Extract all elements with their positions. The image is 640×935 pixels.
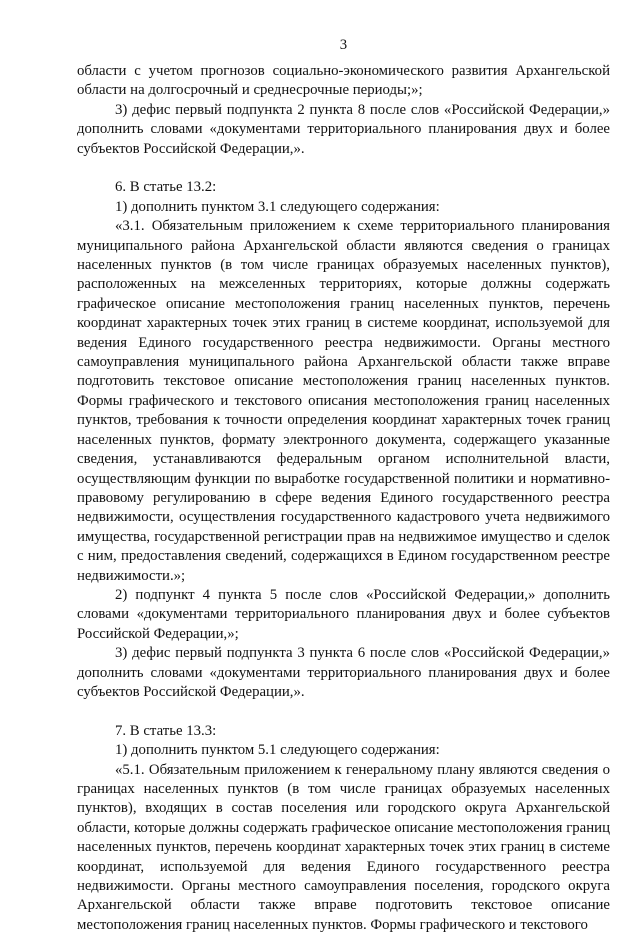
paragraph-gap <box>77 702 610 721</box>
paragraph-quote-3-1: «3.1. Обязательным приложением к схеме территориального планирования муниципального района Архангельской области являются сведения о границах населенных пунктов (в том числе границах образуемых населенных пунктов), расположенных на межселенных территориях, которые должны содержать графическое описание местоположения границ населенных пунктов, перечень координат характерных точек этих границ в системе координат, используемой для ведения Единого государственного реестра недвижимости. Органы местного самоуправления муниципального района Архангельской области также вправе подготовить текстовое описание местоположения границ населенных пунктов. Формы графического и текстового описания местоположения границ населенных пунктов, требования к точности определения координат характерных точек границ населенных пунктов, формату электронного документа, содержащего указанные сведения, устанавливаются федеральным органом исполнительной власти, осуществляющим функции по выработке государственной политики и нормативно-правовому регулированию в сфере ведения Единого государственного реестра недвижимости, осуществления государственного кадастрового учета недвижимого имущества, государственной регистрации прав на недвижимое имущество и сделок с ним, предоставления сведений, содержащихся в Едином государственном реестре недвижимости.»; <box>77 218 610 584</box>
paragraph-item-1-art-13-3: 1) дополнить пунктом 5.1 следующего содержания: <box>115 742 440 759</box>
paragraph-item-3-art-13-2: 3) дефис первый подпункта 3 пункта 6 после слов «Российской Федерации,» дополнить словами «документами территориального планирования двух и более субъектов Российской Федерации,». <box>77 645 610 700</box>
page-number: 3 <box>339 37 348 53</box>
paragraph-quote-5-1: «5.1. Обязательным приложением к генеральному плану являются сведения о границах населенных пунктов (в том числе границах образуемых населенных пунктов), входящих в состав поселения или городского округа Архангельской области, которые должны содержать графическое описание местоположения границ населенных пунктов, перечень координат характерных точек этих границ в системе координат, используемой для ведения Единого государственного реестра недвижимости. Органы местного самоуправления поселения, городского округа Архангельской области также вправе подготовить текстовое описание местоположения границ населенных пунктов. Формы графического и текстового <box>77 761 610 933</box>
document-body <box>77 62 610 935</box>
paragraph-item-3-art-13-1: 3) дефис первый подпункта 2 пункта 8 после слов «Российской Федерации,» дополнить словами «документами территориального планирования двух и более субъектов Российской Федерации,». <box>77 101 610 157</box>
paragraph-continuation: области с учетом прогнозов социально-экономического развития Архангельской области на долгосрочный и среднесрочные периоды;»; <box>77 63 610 99</box>
section-heading-6: 6. В статье 13.2: <box>115 179 217 196</box>
paragraph-item-2-art-13-2: 2) подпункт 4 пункта 5 после слов «Российской Федерации,» дополнить словами «документами территориального планирования двух и более субъектов Российской Федерации,»; <box>77 586 610 642</box>
section-heading-7: 7. В статье 13.3: <box>115 722 217 739</box>
paragraph-gap <box>77 159 610 178</box>
paragraph-item-1-art-13-2: 1) дополнить пунктом 3.1 следующего содержания: <box>115 198 440 215</box>
